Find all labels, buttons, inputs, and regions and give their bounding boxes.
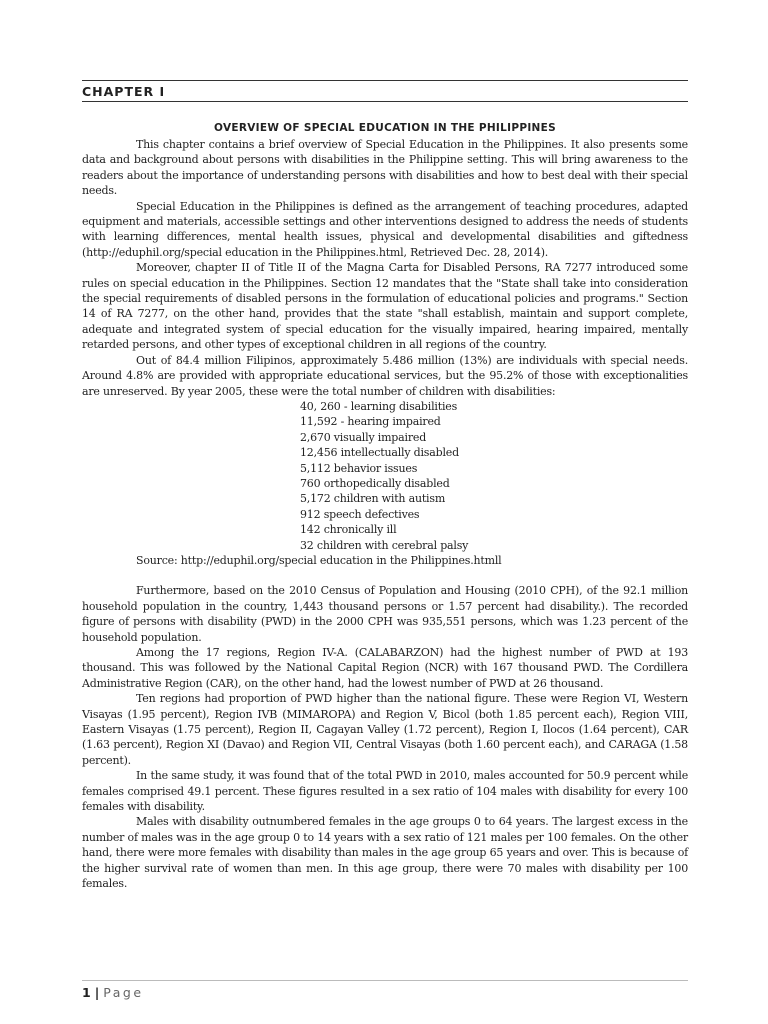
list-item: 912 speech defectives: [300, 507, 420, 521]
paragraph: Ten regions had proportion of PWD higher than the national figure. These were Region VI, Western Visayas (1.95 percent), Region IVB (MIMAROPA) and Region V, Bicol (both 1.85 percent each), Region VIII, Eastern Visayas (1.75 percent), Region II, Cagayan Valley (1.72 percent), Region I, Ilocos (1.64 percent), CAR (1.63 percent), Region XI (Davao) and Region VII, Central Visayas (both 1.60 percent each), and CARAGA (1.58 percent).: [82, 692, 688, 767]
paragraph: This chapter contains a brief overview of Special Education in the Philippines. It also presents some data and background about persons with disabilities in the Philippine setting. This will bring awareness to the readers about the importance of understanding persons with disabilities and how to best deal with their special needs.: [82, 138, 688, 198]
page-label: Page: [103, 985, 144, 1000]
paragraph: Among the 17 regions, Region IV-A. (CALABARZON) had the highest number of PWD at 193 thousand. This was followed by the National Capital Region (NCR) with 167 thousand PWD. The Cordillera Administrative Region (CAR), on the other hand, had the lowest number of PWD at 26 thousand.: [82, 646, 688, 690]
list-item: 12,456 intellectually disabled: [300, 446, 459, 460]
list-item: 5,112 behavior issues: [300, 461, 418, 475]
disability-list: [82, 399, 688, 553]
paragraph: Moreover, chapter II of Title II of the Magna Carta for Disabled Persons, RA 7277 introduced some rules on special education in the Philippines. Section 12 mandates that the "State shall take into consideration the special requirements of disabled persons in the formulation of educational policies and programs." Section 14 of RA 7277, on the other hand, provides that the state "shall establish, maintain and support complete, adequate and integrated system of special education for the visually impaired, hearing impaired, mentally retarded persons, and other types of exceptional children in all regions of the country.: [82, 261, 688, 352]
document-page: [82, 0, 688, 1024]
paragraph: Males with disability outnumbered females in the age groups 0 to 64 years. The largest excess in the number of males was in the age group 0 to 14 years with a sex ratio of 121 males per 100 females. On the other hand, there were more females with disability than males in the age group 65 years and over. This is because of the higher survival rate of women than men. In this age group, there were 70 males with disability per 100 females.: [82, 815, 688, 891]
footer-rule: [82, 980, 688, 981]
header-rule-bottom: [82, 101, 688, 102]
list-item: 760 orthopedically disabled: [300, 476, 450, 490]
paragraph: Special Education in the Philippines is defined as the arrangement of teaching procedures, adapted equipment and materials, accessible settings and other interventions designed to address the needs of students with learning differences, mental health issues, physical and developmental disabilities and giftedness (http://eduphil.org/special education in the Philippines.html, Retrieved Dec. 28, 2014).: [82, 199, 688, 259]
header-rule-top: [82, 80, 688, 81]
body-text: [82, 137, 688, 892]
list-item: 32 children with cerebral palsy: [300, 538, 469, 552]
section-title: OVERVIEW OF SPECIAL EDUCATION IN THE PHILIPPINES: [214, 122, 556, 134]
list-item: 2,670 visually impaired: [300, 430, 427, 444]
list-item: 142 chronically ill: [300, 523, 397, 537]
page-number: 1: [82, 985, 91, 1000]
paragraph-gap: [82, 568, 688, 583]
chapter-heading: CHAPTER I: [82, 84, 166, 99]
list-item: 11,592 - hearing impaired: [300, 415, 441, 429]
paragraph: In the same study, it was found that of the total PWD in 2010, males accounted for 50.9 percent while females comprised 49.1 percent. These figures resulted in a sex ratio of 104 males with disability for every 100 females with disability.: [82, 769, 688, 814]
footer-separator: |: [94, 985, 100, 1000]
paragraph: Furthermore, based on the 2010 Census of Population and Housing (2010 CPH), of the 92.1 million household population in the country, 1,443 thousand persons or 1.57 percent had disability.). The recorded figure of persons with disability (PWD) in the 2000 CPH was 935,551 persons, which was 1.23 percent of the household population.: [82, 584, 688, 644]
page-footer: [82, 985, 144, 1000]
list-item: 40, 260 - learning disabilities: [300, 399, 458, 413]
paragraph: Out of 84.4 million Filipinos, approximately 5.486 million (13%) are individuals with special needs. Around 4.8% are provided with appropriate educational services, but the 95.2% of those with exceptionalities are unreserved. By year 2005, these were the total number of children with disabilities:: [82, 353, 688, 398]
source-citation: Source: http://eduphil.org/special education in the Philippines.htmll: [136, 553, 502, 567]
list-item: 5,172 children with autism: [300, 492, 446, 506]
